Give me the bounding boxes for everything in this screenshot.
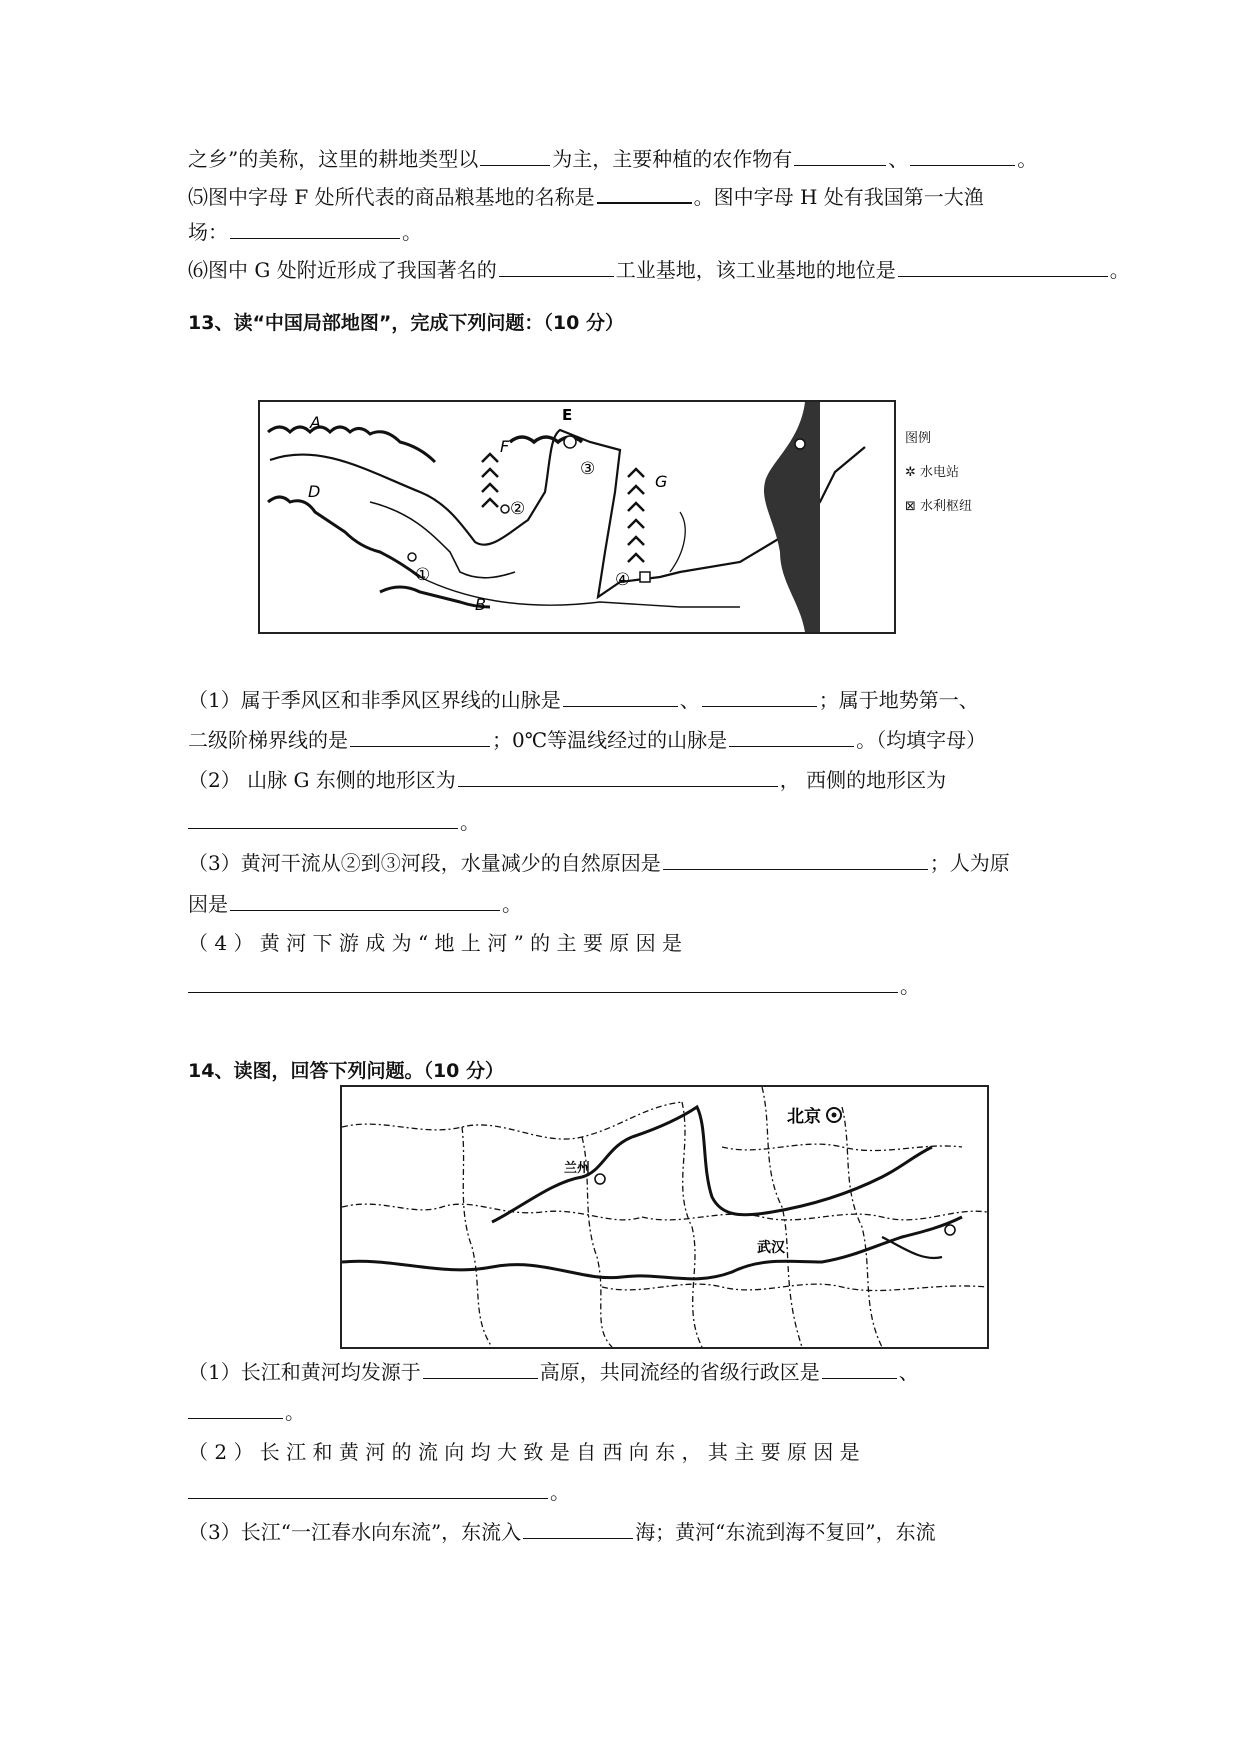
legend-title: 图例: [905, 431, 932, 446]
mountain-g-range: [628, 469, 644, 562]
legend-item-hydro: ✲ 水电站: [905, 465, 960, 480]
q12-text: 、: [888, 147, 909, 171]
map-label: E: [562, 406, 573, 424]
mountain-f-range: [482, 454, 498, 507]
q14-part-1a: [188, 1358, 919, 1385]
city-marker: [564, 436, 576, 448]
answer-blank[interactable]: [702, 686, 817, 707]
china-partial-map: [260, 402, 894, 632]
q13-text: ；属于地势第一、: [818, 688, 979, 712]
q12-text: ⑹图中 G 处附近形成了我国著名的: [188, 258, 497, 282]
q13-part-1b: [188, 726, 986, 753]
q13-text: 。: [900, 974, 920, 998]
answer-blank[interactable]: [794, 145, 886, 166]
q14-text: （1）长江和黄河均发源于: [188, 1360, 421, 1384]
answer-blank[interactable]: [188, 1398, 283, 1419]
q13-text: ；0℃等温线经过的山脉是: [492, 728, 728, 752]
map-label: F: [500, 437, 510, 456]
yangtze-yellow-river-map: [342, 1087, 987, 1347]
q13-text: （2） 山脉 G 东侧的地形区为: [188, 768, 456, 792]
q13-part-3b: [188, 890, 522, 917]
q12-line-2: [188, 182, 984, 210]
q14-part-1b: [188, 1398, 305, 1425]
site-number: ②: [510, 499, 526, 519]
dam-marker: [640, 572, 650, 582]
q13-text: 。: [502, 892, 522, 916]
tributary-line: [370, 502, 515, 578]
q12-line-4: [188, 256, 1130, 283]
mountain-d-range: [268, 497, 420, 577]
map-label: B: [475, 595, 486, 614]
q12-text: 。: [402, 220, 422, 244]
q13-text: （1）属于季风区和非季风区界线的山脉是: [188, 688, 561, 712]
answer-blank[interactable]: [350, 726, 490, 747]
q14-text: 。: [285, 1400, 305, 1424]
q13-text: 。: [460, 810, 480, 834]
q14-text: （3）长江“一江春水向东流”，东流入: [188, 1520, 522, 1544]
answer-blank[interactable]: [898, 256, 1108, 277]
q13-part-4a: [188, 930, 682, 956]
q12-text: 场：: [188, 220, 228, 244]
legend-item-dam: ⊠ 水利枢纽: [905, 499, 973, 514]
q13-part-1a: [188, 686, 979, 713]
q12-text: 。图中字母 H 处有我国第一大渔: [693, 185, 984, 209]
tributary-line: [420, 577, 740, 607]
q13-part-4b: [188, 972, 920, 999]
answer-blank[interactable]: [188, 972, 898, 993]
answer-blank[interactable]: [523, 1518, 633, 1539]
answer-blank[interactable]: [597, 182, 692, 204]
q12-text: 。: [1109, 258, 1130, 282]
mountain-a-range: [268, 427, 435, 462]
city-label-beijing: 北京: [787, 1107, 821, 1127]
answer-blank[interactable]: [729, 726, 854, 747]
answer-blank[interactable]: [230, 890, 500, 911]
q13-map-legend: [905, 422, 972, 524]
q14-text: 、: [898, 1360, 919, 1384]
q13-map: [258, 400, 896, 634]
lanzhou-marker: [595, 1174, 605, 1184]
q12-text: 工业基地，该工业基地的地位是: [615, 258, 896, 282]
q13-part-3a: [188, 849, 1010, 876]
q13-text: 。（均填字母）: [856, 728, 987, 752]
hydro-station-icon: ✲: [905, 465, 916, 480]
q12-text: 为主，主要种植的农作物有: [552, 147, 793, 171]
q13-part-2a: [188, 766, 946, 793]
hydro-station-marker: [501, 505, 509, 513]
answer-blank[interactable]: [563, 686, 678, 707]
q14-part-2b: [188, 1478, 570, 1505]
map-label: D: [308, 482, 321, 501]
q13-text: （3）黄河干流从②到③河段，水量减少的自然原因是: [188, 851, 661, 875]
answer-blank[interactable]: [910, 145, 1015, 166]
q13-text: （ 4 ） 黄 河 下 游 成 为 “ 地 上 河 ” 的 主 要 原 因 是: [188, 931, 682, 955]
tributary-line: [670, 512, 685, 572]
q13-text: ；人为原: [929, 851, 1010, 875]
q13-text: 、: [679, 688, 700, 712]
hydro-station-marker: [408, 553, 416, 561]
site-number: ④: [615, 570, 631, 590]
dam-icon: ⊠: [905, 499, 916, 514]
map-label: G: [655, 472, 668, 491]
site-number: ①: [415, 565, 431, 585]
answer-blank[interactable]: [188, 1478, 548, 1499]
answer-blank[interactable]: [480, 145, 550, 166]
beijing-marker-dot: [832, 1113, 837, 1118]
q14-text: （ 2 ） 长 江 和 黄 河 的 流 向 均 大 致 是 自 西 向 东 ， 其 主 要 原 因 是: [188, 1440, 860, 1464]
yangtze-river-line: [342, 1217, 962, 1279]
answer-blank[interactable]: [458, 766, 778, 787]
answer-blank[interactable]: [230, 218, 400, 239]
q13-text: ， 西侧的地形区为: [779, 768, 947, 792]
q13-text: 因是: [188, 892, 228, 916]
city-marker: [795, 439, 805, 449]
site-number: ③: [580, 459, 596, 479]
q13-title: 13、读“中国局部地图”，完成下列问题：（10 分）: [188, 312, 624, 334]
sea-area: [764, 402, 820, 632]
q14-part-2a: [188, 1439, 860, 1465]
q12-line-3: [188, 218, 422, 245]
q14-text: 。: [550, 1480, 570, 1504]
answer-blank[interactable]: [663, 849, 928, 870]
q12-line-1: [188, 145, 1037, 172]
q12-text: ⑸图中字母 F 处所代表的商品粮基地的名称是: [188, 185, 595, 209]
answer-blank[interactable]: [423, 1358, 538, 1379]
answer-blank[interactable]: [822, 1358, 897, 1379]
q12-text: 之乡”的美称，这里的耕地类型以: [188, 147, 479, 171]
q14-text: 海；黄河“东流到海不复回”，东流: [635, 1520, 936, 1544]
answer-blank[interactable]: [499, 256, 614, 277]
q14-text: 高原，共同流经的省级行政区是: [539, 1360, 820, 1384]
q14-part-3a: [188, 1518, 936, 1545]
q13-text: 二级阶梯界线的是: [188, 728, 348, 752]
city-label-lanzhou: 兰州: [564, 1161, 591, 1176]
answer-blank[interactable]: [188, 808, 458, 829]
yellow-river-line: [492, 1107, 932, 1222]
q12-text: 。: [1017, 147, 1038, 171]
city-label-wuhan: 武汉: [757, 1240, 785, 1256]
map-label: A: [310, 413, 321, 432]
q13-part-2b: [188, 808, 480, 835]
shanghai-marker: [945, 1225, 955, 1235]
q14-map: [340, 1085, 989, 1349]
q14-title: 14、读图，回答下列问题。（10 分）: [188, 1060, 504, 1082]
